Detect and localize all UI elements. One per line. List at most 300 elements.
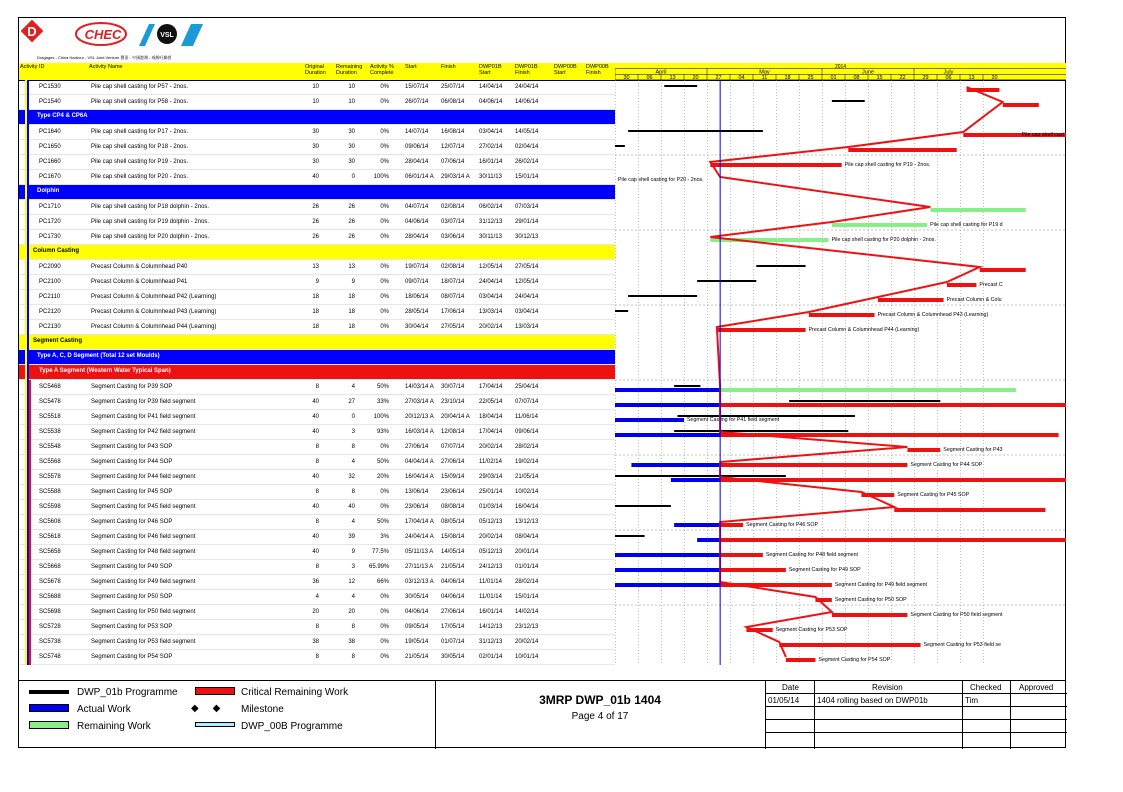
remaining-duration: 40 bbox=[348, 504, 355, 510]
actual-work-bar bbox=[615, 403, 720, 407]
remaining-duration: 30 bbox=[348, 144, 355, 150]
finish-date: 04/06/14 bbox=[441, 594, 465, 600]
activity-id: SC5618 bbox=[39, 534, 61, 540]
table-row[interactable] bbox=[19, 275, 615, 290]
legend-dwp01b-swatch bbox=[29, 690, 69, 694]
start-date: 30/05/14 bbox=[405, 594, 429, 600]
start-date: 09/05/14 bbox=[405, 624, 429, 630]
remaining-work-bar bbox=[1003, 103, 1039, 107]
activity-id: PC1730 bbox=[39, 234, 61, 240]
dwp01b-start: 02/01/14 bbox=[479, 654, 503, 660]
activity-id: SC5478 bbox=[39, 399, 61, 405]
dwp01b-finish: 07/07/14 bbox=[515, 399, 539, 405]
finish-date: 18/07/14 bbox=[441, 279, 465, 285]
activity-percent: 65.99% bbox=[369, 564, 390, 570]
remaining-work-bar bbox=[779, 643, 920, 647]
bar-label: Pile cap shell casting for P19 - 2nos. bbox=[844, 162, 931, 168]
finish-date: 04/06/14 bbox=[441, 579, 465, 585]
original-duration: 26 bbox=[312, 204, 319, 210]
activity-id: PC2110 bbox=[39, 294, 61, 300]
dwp01b-finish: 08/04/14 bbox=[515, 534, 539, 540]
legend-dwp00b-label: DWP_00B Programme bbox=[241, 721, 343, 732]
remaining-duration: 4 bbox=[351, 594, 355, 600]
remaining-duration: 4 bbox=[351, 384, 355, 390]
activity-percent: 0% bbox=[380, 609, 389, 615]
original-duration: 26 bbox=[312, 219, 319, 225]
finish-date: 15/09/14 bbox=[441, 474, 465, 480]
group-header-row[interactable] bbox=[19, 110, 615, 125]
activity-id: PC1640 bbox=[39, 129, 61, 135]
bar-label: Segment Casting for P54 SOP bbox=[818, 657, 891, 663]
legend-milestone-label: Milestone bbox=[241, 704, 284, 715]
project-title: 3MRP DWP_01b 1404 bbox=[539, 693, 661, 707]
table-row[interactable] bbox=[19, 260, 615, 275]
legend-critical-swatch bbox=[195, 687, 235, 695]
finish-date: 21/05/14 bbox=[441, 564, 465, 570]
table-row[interactable] bbox=[19, 395, 615, 410]
activity-name: Precast Column & Columnhead P43 (Learning) bbox=[91, 309, 217, 315]
original-duration: 13 bbox=[312, 264, 319, 270]
revision-table bbox=[765, 681, 1067, 749]
svg-text:VSL: VSL bbox=[160, 32, 174, 39]
dwp01b-finish: 13/03/14 bbox=[515, 324, 539, 330]
actual-work-bar bbox=[615, 418, 684, 422]
remaining-work-bar bbox=[720, 523, 743, 527]
activity-id: PC1540 bbox=[39, 99, 61, 105]
dwp01b-start: 31/12/13 bbox=[479, 639, 503, 645]
original-duration: 36 bbox=[312, 579, 319, 585]
bar-label: Segment Casting for P41 field segment bbox=[687, 417, 780, 423]
table-row[interactable] bbox=[19, 620, 615, 635]
activity-id: SC5538 bbox=[39, 429, 61, 435]
activity-id: PC1670 bbox=[39, 174, 61, 180]
revision-approved-header: Approved bbox=[1019, 683, 1054, 692]
finish-date: 29/03/14 A bbox=[441, 174, 470, 180]
remaining-work-bar bbox=[947, 283, 977, 287]
legend-critical-label: Critical Remaining Work bbox=[241, 687, 349, 698]
start-date: 24/04/14 A bbox=[405, 534, 434, 540]
activity-name: Segment Casting for P45 SOP bbox=[91, 489, 173, 495]
group-header-row[interactable] bbox=[19, 185, 615, 200]
start-date: 18/06/14 bbox=[405, 294, 429, 300]
bar-label: Pile cap shell cast bbox=[1021, 132, 1064, 138]
original-duration: 40 bbox=[312, 534, 319, 540]
finish-date: 17/05/14 bbox=[441, 624, 465, 630]
activity-name: Segment Casting for P41 field segment bbox=[91, 414, 196, 420]
start-date: 14/03/14 A bbox=[405, 384, 434, 390]
revision-entry-checked: Tim bbox=[965, 696, 979, 705]
actual-work-bar bbox=[615, 388, 720, 392]
activity-name: Segment Casting for P39 field segment bbox=[91, 399, 196, 405]
original-duration: 20 bbox=[312, 609, 319, 615]
dwp01b-finish: 28/02/14 bbox=[515, 579, 539, 585]
col-dwp01b-start[interactable]: DWP01B Start bbox=[479, 64, 502, 76]
activity-id: SC5688 bbox=[39, 594, 61, 600]
table-row[interactable] bbox=[19, 410, 615, 425]
remaining-duration: 4 bbox=[351, 519, 355, 525]
col-dwp00b-start[interactable]: DWP00B Start bbox=[554, 64, 577, 76]
activity-percent: 0% bbox=[380, 594, 389, 600]
bar-label: Segment Casting for P49 field segment bbox=[834, 582, 928, 588]
activity-percent: 66% bbox=[376, 579, 389, 585]
dwp01b-start: 31/12/13 bbox=[479, 219, 503, 225]
dwp01b-finish: 30/12/13 bbox=[515, 234, 539, 240]
remaining-work-bar bbox=[720, 403, 1066, 407]
activity-name: Pile cap shell casting for P58 - 2nos. bbox=[91, 99, 189, 105]
activity-name: Segment Casting for P42 field segment bbox=[91, 429, 196, 435]
dwp01b-start: 29/03/14 bbox=[479, 474, 503, 480]
table-row[interactable] bbox=[19, 425, 615, 440]
activity-name: Segment Casting for P50 SOP bbox=[91, 594, 173, 600]
bar-label: Precast C bbox=[979, 282, 1003, 288]
activity-name: Segment Casting for P46 SOP bbox=[91, 519, 173, 525]
table-row[interactable] bbox=[19, 200, 615, 215]
start-date: 19/07/14 bbox=[405, 264, 429, 270]
original-duration: 8 bbox=[315, 384, 319, 390]
actual-work-bar bbox=[697, 538, 720, 542]
remaining-work-bar bbox=[832, 613, 908, 617]
dwp01b-start: 16/01/14 bbox=[479, 159, 503, 165]
dwp01b-bar bbox=[697, 280, 756, 282]
remaining-duration: 10 bbox=[348, 99, 355, 105]
legend-dwp01b-label: DWP_01b Programme bbox=[77, 687, 178, 698]
original-duration: 40 bbox=[312, 504, 319, 510]
remaining-work-bar bbox=[848, 148, 956, 152]
dwp01b-bar bbox=[615, 475, 786, 477]
activity-name: Segment Casting for P44 field segment bbox=[91, 474, 196, 480]
col-remaining-duration[interactable]: Remaining Duration bbox=[336, 64, 363, 76]
col-dwp00b-finish[interactable]: DWP00B Finish bbox=[586, 64, 609, 76]
dwp01b-start: 04/06/14 bbox=[479, 99, 503, 105]
dwp01b-finish: 01/01/14 bbox=[515, 564, 539, 570]
remaining-work-bar bbox=[720, 553, 763, 557]
dwp01b-bar bbox=[664, 85, 697, 87]
start-date: 23/06/14 bbox=[405, 504, 429, 510]
finish-date: 27/06/14 bbox=[441, 609, 465, 615]
col-original-duration[interactable]: Original Duration bbox=[305, 64, 326, 76]
remaining-work-bar bbox=[907, 448, 940, 452]
original-duration: 9 bbox=[315, 279, 319, 285]
activity-percent: 0% bbox=[380, 144, 389, 150]
remaining-work-bar bbox=[720, 538, 1066, 542]
bar-label: Pile cap shell casting for P20 - 2nos. bbox=[618, 177, 704, 183]
activity-percent: 50% bbox=[376, 459, 389, 465]
dwp01b-start: 11/01/14 bbox=[479, 594, 502, 600]
dwp01b-finish: 20/01/14 bbox=[515, 549, 539, 555]
activity-id: SC5588 bbox=[39, 489, 61, 495]
activity-name: Pile cap shell casting for P18 - 2nos. bbox=[91, 144, 189, 150]
remaining-duration: 26 bbox=[348, 234, 355, 240]
activity-id: SC5728 bbox=[39, 624, 61, 630]
legend-milestone-icon: ◆ ◆ bbox=[191, 703, 221, 714]
col-activity-pct[interactable]: Activity % Complete bbox=[370, 64, 394, 76]
activity-percent: 0% bbox=[380, 504, 389, 510]
timescale-week-label: 18 bbox=[784, 75, 791, 82]
table-row[interactable] bbox=[19, 140, 615, 155]
col-activity-id[interactable]: Activity ID bbox=[20, 64, 45, 70]
dwp01b-start: 14/12/13 bbox=[479, 624, 503, 630]
table-row[interactable] bbox=[19, 440, 615, 455]
finish-date: 03/07/14 bbox=[441, 219, 465, 225]
table-row[interactable] bbox=[19, 545, 615, 560]
dwp01b-start: 11/01/14 bbox=[479, 579, 502, 585]
remaining-work-bar bbox=[786, 658, 816, 662]
dwp01b-start: 06/02/14 bbox=[479, 204, 503, 210]
original-duration: 18 bbox=[312, 294, 319, 300]
remaining-duration: 9 bbox=[351, 279, 355, 285]
table-row[interactable] bbox=[19, 380, 615, 395]
bar-label: Precast Column & Columnhead P43 (Learning) bbox=[877, 312, 989, 318]
remaining-work-bar bbox=[720, 568, 786, 572]
group-label: Column Casting bbox=[33, 248, 79, 254]
chec-logo bbox=[76, 23, 126, 45]
actual-work-bar bbox=[615, 583, 720, 587]
remaining-duration: 10 bbox=[348, 84, 355, 90]
finish-date: 30/05/14 bbox=[441, 654, 465, 660]
activity-id: SC5548 bbox=[39, 444, 61, 450]
table-row[interactable] bbox=[19, 125, 615, 140]
original-duration: 8 bbox=[315, 519, 319, 525]
start-date: 15/07/14 bbox=[405, 84, 429, 90]
dwp01b-finish: 23/12/13 bbox=[515, 624, 539, 630]
dwp01b-finish: 26/02/14 bbox=[515, 159, 539, 165]
activity-name: Pile cap shell casting for P20 - 2nos. bbox=[91, 174, 189, 180]
finish-date: 20/04/14 A bbox=[441, 414, 470, 420]
group-label: Segment Casting bbox=[33, 338, 83, 344]
bar-label: Segment Casting for P49 SOP bbox=[788, 567, 861, 573]
original-duration: 30 bbox=[312, 129, 319, 135]
activity-percent: 77.5% bbox=[371, 549, 389, 555]
activity-id: PC2130 bbox=[39, 324, 61, 330]
actual-work-bar bbox=[671, 478, 720, 482]
table-row[interactable] bbox=[19, 515, 615, 530]
remaining-work-bar bbox=[720, 478, 1066, 482]
dwp01b-start: 03/04/14 bbox=[479, 294, 503, 300]
remaining-work-bar bbox=[930, 208, 1025, 212]
activity-percent: 0% bbox=[380, 99, 389, 105]
activity-percent: 0% bbox=[380, 219, 389, 225]
table-row[interactable] bbox=[19, 530, 615, 545]
bar-label: Segment Casting for P53 SOP bbox=[775, 627, 848, 633]
actual-work-bar bbox=[674, 523, 720, 527]
table-row[interactable] bbox=[19, 230, 615, 245]
bar-label: Segment Casting for P45 SOP bbox=[897, 492, 970, 498]
dwp01b-finish: 15/01/14 bbox=[515, 594, 539, 600]
table-row[interactable] bbox=[19, 290, 615, 305]
remaining-duration: 13 bbox=[348, 264, 355, 270]
start-date: 21/05/14 bbox=[405, 654, 429, 660]
dwp01b-finish: 14/06/14 bbox=[515, 99, 539, 105]
original-duration: 8 bbox=[315, 564, 319, 570]
table-row[interactable] bbox=[19, 80, 615, 95]
table-row[interactable] bbox=[19, 95, 615, 110]
start-date: 19/05/14 bbox=[405, 639, 429, 645]
remaining-work-bar bbox=[717, 328, 806, 332]
original-duration: 8 bbox=[315, 459, 319, 465]
timescale-week-label: 13 bbox=[669, 75, 676, 82]
dwp01b-finish: 24/04/14 bbox=[515, 294, 539, 300]
table-row[interactable] bbox=[19, 215, 615, 230]
timescale-week-label: 06 bbox=[945, 75, 952, 82]
table-row[interactable] bbox=[19, 470, 615, 485]
activity-id: SC5738 bbox=[39, 639, 61, 645]
dwp01b-start: 22/05/14 bbox=[479, 399, 503, 405]
group-header-row[interactable] bbox=[19, 365, 615, 380]
activity-percent: 50% bbox=[376, 384, 389, 390]
activity-name: Segment Casting for P53 field segment bbox=[91, 639, 196, 645]
activity-name: Pile cap shell casting for P57 - 2nos. bbox=[91, 84, 189, 90]
activity-id: SC5748 bbox=[39, 654, 61, 660]
dwp01b-start: 03/04/14 bbox=[479, 129, 503, 135]
table-row[interactable] bbox=[19, 320, 615, 335]
dwp01b-finish: 25/04/14 bbox=[515, 384, 539, 390]
dwp01b-start: 11/02/14 bbox=[479, 459, 502, 465]
revision-entry-date: 01/05/14 bbox=[768, 696, 800, 705]
activity-name: Segment Casting for P44 SOP bbox=[91, 459, 173, 465]
activity-id: SC5668 bbox=[39, 564, 61, 570]
bar-label: Precast Column & Columnhead P44 (Learning) bbox=[808, 327, 920, 333]
finish-date: 08/07/14 bbox=[441, 294, 465, 300]
activity-percent: 20% bbox=[376, 474, 389, 480]
activity-percent: 0% bbox=[380, 204, 389, 210]
table-row[interactable] bbox=[19, 455, 615, 470]
start-date: 09/07/14 bbox=[405, 279, 429, 285]
activity-id: SC5598 bbox=[39, 504, 61, 510]
dwp01b-finish: 10/02/14 bbox=[515, 489, 539, 495]
dwp01b-bar bbox=[615, 145, 625, 147]
col-activity-name[interactable]: Activity Name bbox=[89, 64, 123, 70]
original-duration: 38 bbox=[312, 639, 319, 645]
activity-id: PC2090 bbox=[39, 264, 61, 270]
table-row[interactable] bbox=[19, 155, 615, 170]
dwp01b-finish: 11/06/14 bbox=[515, 414, 538, 420]
start-date: 16/04/14 A bbox=[405, 474, 434, 480]
activity-name: Segment Casting for P49 SOP bbox=[91, 564, 173, 570]
activity-percent: 0% bbox=[380, 159, 389, 165]
bar-label: Segment Casting for P43 bbox=[943, 447, 1003, 453]
actual-work-bar bbox=[615, 433, 720, 437]
start-date: 27/06/14 bbox=[405, 444, 429, 450]
finish-date: 25/07/14 bbox=[441, 84, 465, 90]
remaining-duration: 38 bbox=[348, 639, 355, 645]
dwp01b-start: 17/04/14 bbox=[479, 429, 503, 435]
activity-id: SC5518 bbox=[39, 414, 61, 420]
start-date: 09/06/14 bbox=[405, 144, 429, 150]
dwp01b-start: 17/04/14 bbox=[479, 384, 503, 390]
bar-label: Segment Casting for P50 field segment bbox=[910, 612, 1003, 618]
dwp01b-start: 24/04/14 bbox=[479, 279, 503, 285]
group-label: Type A Segment (Western Water Typical Span) bbox=[39, 368, 171, 374]
timescale-month: May bbox=[759, 69, 770, 76]
original-duration: 30 bbox=[312, 144, 319, 150]
col-start[interactable]: Start bbox=[405, 64, 417, 70]
table-row[interactable] bbox=[19, 575, 615, 590]
finish-date: 14/05/14 bbox=[441, 549, 465, 555]
finish-date: 07/07/14 bbox=[441, 444, 465, 450]
activity-id: PC1530 bbox=[39, 84, 61, 90]
original-duration: 8 bbox=[315, 444, 319, 450]
table-row[interactable] bbox=[19, 305, 615, 320]
remaining-duration: 18 bbox=[348, 324, 355, 330]
legend-remaining-swatch bbox=[29, 721, 69, 729]
activity-percent: 0% bbox=[380, 489, 389, 495]
activity-percent: 0% bbox=[380, 639, 389, 645]
activity-name: Segment Casting for P49 field segment bbox=[91, 579, 196, 585]
start-date: 04/06/14 bbox=[405, 609, 429, 615]
dwp01b-finish: 19/02/14 bbox=[515, 459, 539, 465]
dwp01b-start: 20/02/14 bbox=[479, 534, 503, 540]
col-finish[interactable]: Finish bbox=[441, 64, 456, 70]
bar-label: Segment Casting for P53 field se bbox=[923, 642, 1002, 648]
remaining-duration: 8 bbox=[351, 444, 355, 450]
table-row[interactable] bbox=[19, 485, 615, 500]
bar-label: Segment Casting for P48 field segment bbox=[765, 552, 859, 558]
activity-id: PC2100 bbox=[39, 279, 61, 285]
group-header-row[interactable] bbox=[19, 350, 615, 365]
dwp01b-bar bbox=[789, 400, 940, 402]
finish-date: 08/08/14 bbox=[441, 504, 465, 510]
finish-date: 02/08/14 bbox=[441, 264, 465, 270]
table-row[interactable] bbox=[19, 170, 615, 185]
activity-id: PC1650 bbox=[39, 144, 61, 150]
dragages-logo bbox=[21, 20, 43, 42]
start-date: 05/11/13 A bbox=[405, 549, 434, 555]
dwp01b-finish: 29/01/14 bbox=[515, 219, 539, 225]
dwp01b-bar bbox=[674, 385, 700, 387]
activity-name: Segment Casting for P46 field segment bbox=[91, 534, 196, 540]
group-header-row[interactable] bbox=[19, 335, 615, 350]
original-duration: 40 bbox=[312, 474, 319, 480]
group-header-row[interactable] bbox=[19, 245, 615, 260]
original-duration: 40 bbox=[312, 549, 319, 555]
table-row[interactable] bbox=[19, 500, 615, 515]
timescale-month: June bbox=[862, 69, 874, 76]
finish-date: 03/06/14 bbox=[441, 234, 465, 240]
dwp01b-finish: 16/04/14 bbox=[515, 504, 539, 510]
table-row[interactable] bbox=[19, 650, 615, 665]
table-row[interactable] bbox=[19, 560, 615, 575]
dwp01b-start: 16/01/14 bbox=[479, 609, 503, 615]
start-date: 30/04/14 bbox=[405, 324, 429, 330]
remaining-duration: 30 bbox=[348, 159, 355, 165]
table-row[interactable] bbox=[19, 590, 615, 605]
schedule-sheet bbox=[18, 17, 1066, 748]
bar-label: Precast Column & Colu bbox=[946, 297, 1002, 303]
start-date: 28/04/14 bbox=[405, 234, 429, 240]
dwp01b-bar bbox=[628, 295, 697, 297]
dwp01b-start: 12/05/14 bbox=[479, 264, 503, 270]
start-date: 26/07/14 bbox=[405, 99, 429, 105]
table-row[interactable] bbox=[19, 635, 615, 650]
activity-percent: 0% bbox=[380, 129, 389, 135]
activity-percent: 100% bbox=[373, 414, 389, 420]
finish-date: 27/05/14 bbox=[441, 324, 465, 330]
original-duration: 40 bbox=[312, 414, 319, 420]
dwp01b-start: 20/02/14 bbox=[479, 324, 503, 330]
dwp01b-finish: 20/02/14 bbox=[515, 639, 539, 645]
table-row[interactable] bbox=[19, 605, 615, 620]
timescale-week-label: 08 bbox=[853, 75, 860, 82]
col-dwp01b-finish[interactable]: DWP01B Finish bbox=[515, 64, 538, 76]
original-duration: 10 bbox=[312, 99, 319, 105]
dwp01b-finish: 24/04/14 bbox=[515, 84, 539, 90]
timescale-week-label: 20 bbox=[991, 75, 998, 82]
actual-work-bar bbox=[631, 463, 720, 467]
dwp01b-start: 27/02/14 bbox=[479, 144, 503, 150]
dwp01b-start: 30/11/13 bbox=[479, 174, 502, 180]
dwp01b-finish: 27/05/14 bbox=[515, 264, 539, 270]
finish-date: 30/07/14 bbox=[441, 384, 465, 390]
